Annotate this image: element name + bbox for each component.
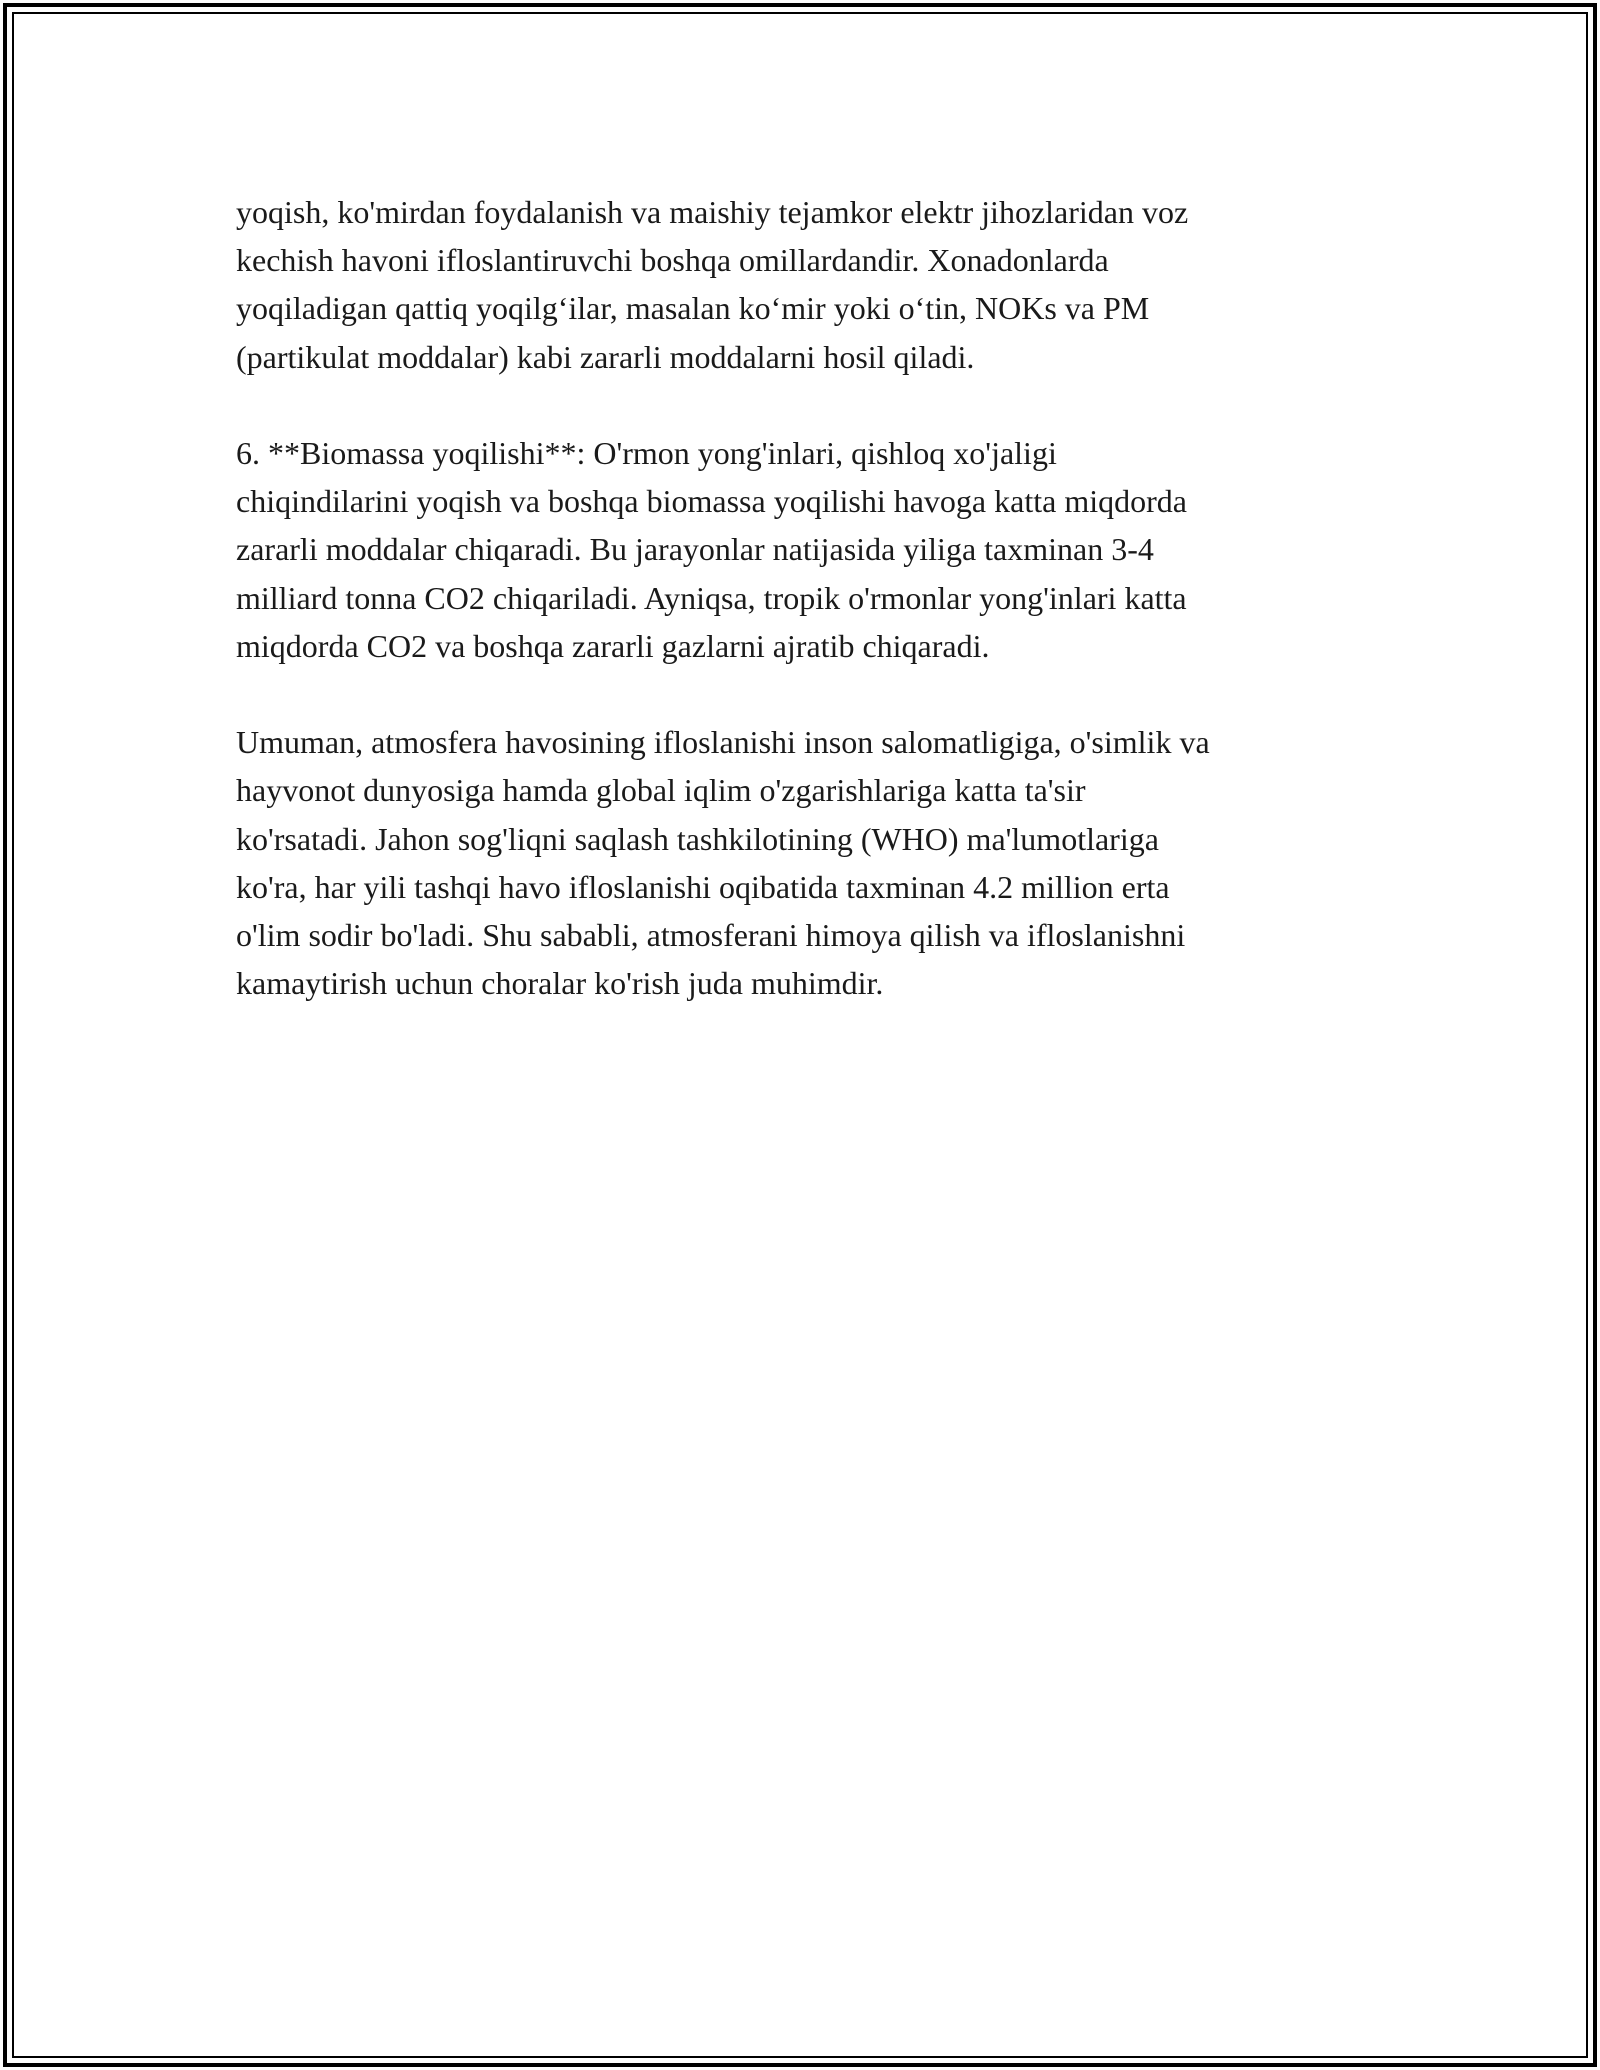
text-line: yoqiladigan qattiq yoqilg‘ilar, masalan ko‘mir yoki o‘tin, NOKs va PM [236,290,1150,327]
text-line: o'lim sodir bo'ladi. Shu sababli, atmosferani himoya qilish va ifloslanishni [236,917,1186,954]
text-line: kamaytirish uchun choralar ko'rish juda muhimdir. [236,965,884,1002]
text-line: 6. **Biomassa yoqilishi**: O'rmon yong'inlari, qishloq xo'jaligi [236,435,1057,471]
document-body [236,188,1366,1056]
text-line: zararli moddalar chiqaradi. Bu jarayonlar natijasida yiliga taxminan 3-4 [236,531,1154,568]
text-line: (partikulat moddalar) kabi zararli moddalarni hosil qiladi. [236,338,975,375]
text-line: yoqish, ko'mirdan foydalanish va maishiy tejamkor elektr jihozlaridan voz [236,194,1189,230]
paragraph-conclusion [236,718,1366,1007]
text-line: chiqindilarini yoqish va boshqa biomassa yoqilishi havoga katta miqdorda [236,483,1187,520]
paragraph-biomass-burning [236,429,1366,670]
text-line: milliard tonna CO2 chiqariladi. Ayniqsa, tropik o'rmonlar yong'inlari katta [236,579,1187,616]
text-line: Umuman, atmosfera havosining ifloslanishi inson salomatligiga, o'simlik va [236,724,1210,761]
text-line: miqdorda CO2 va boshqa zararli gazlarni ajratib chiqaradi. [236,627,990,664]
text-line: kechish havoni ifloslantiruvchi boshqa omillardandir. Xonadonlarda [236,242,1109,279]
text-line: hayvonot dunyosiga hamda global iqlim o'zgarishlariga katta ta'sir [236,772,1086,809]
paragraph-household-fuel [236,188,1366,381]
text-line: ko'rsatadi. Jahon sog'liqni saqlash tashkilotining (WHO) ma'lumotlariga [236,820,1159,857]
text-line: ko'ra, har yili tashqi havo ifloslanishi oqibatida taxminan 4.2 million erta [236,868,1170,905]
